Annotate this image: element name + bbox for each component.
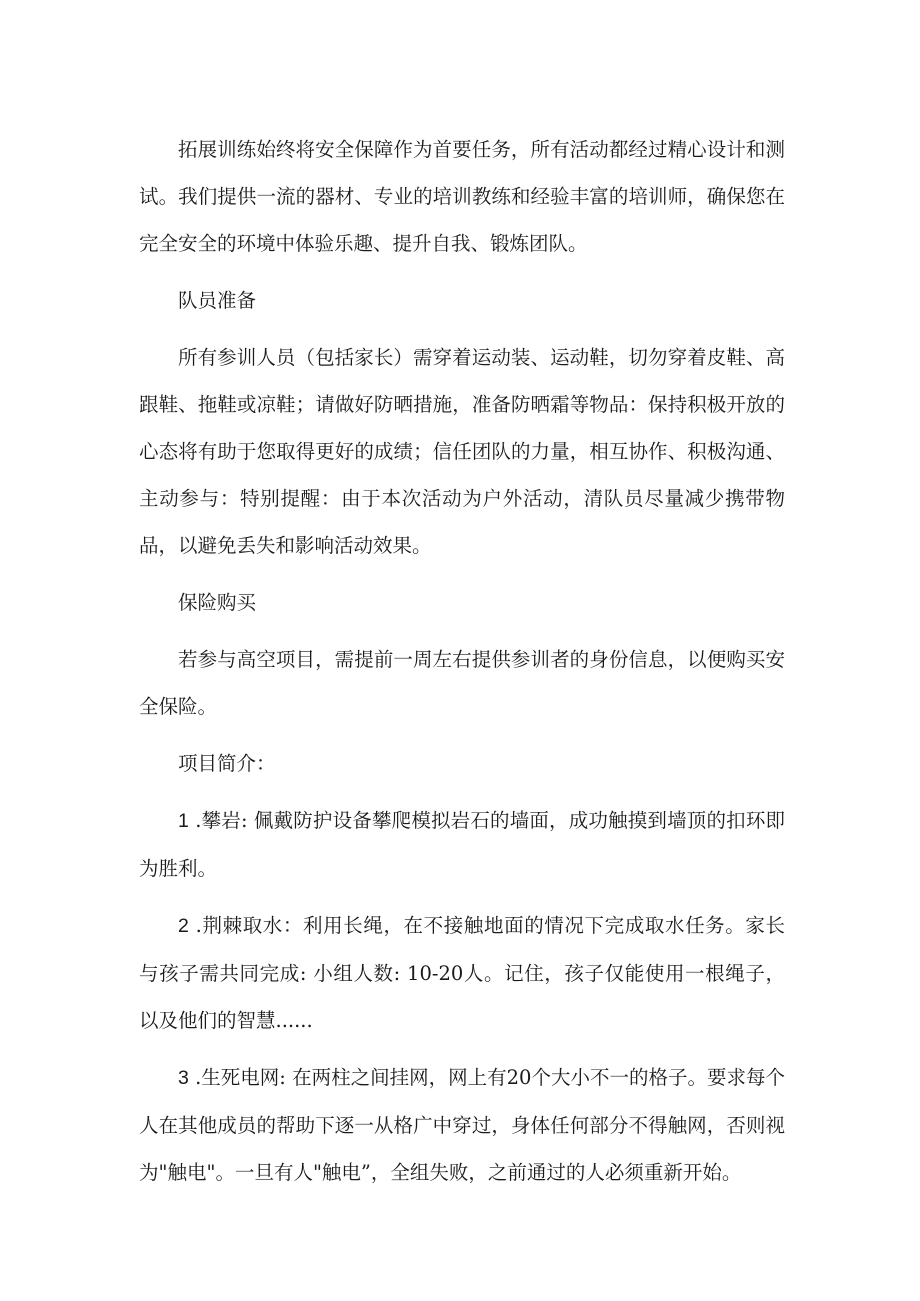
project-item-climbing — [139, 797, 785, 892]
team-prep-paragraph: 所有参训人员（包括家长）需穿着运动装、运动鞋，切勿穿着皮鞋、高跟鞋、拖鞋或凉鞋；请做好防晒措施，准备防晒霜等物品：保持积极开放的心态将有助于您取得更好的成绩；信任团队的力量，相互协作、积极沟通、主动参与：特别提醒：由于本次活动为户外活动，清队员尽量减少携带物品，以避免丢失和影响活动效果。 — [139, 346, 785, 557]
safety-paragraph: 拓展训练始终将安全保障作为首要任务，所有活动都经过精心设计和测试。我们提供一流的器材、专业的培训教练和经验丰富的培训师，确保您在完全安全的环境中体验乐趣、提升自我、锻炼团队。 — [139, 138, 785, 255]
project-number: 1 — [178, 810, 189, 832]
project-item-net — [139, 1054, 785, 1196]
insurance-heading: 保险购买 — [178, 591, 257, 614]
project-item-water — [139, 902, 785, 1044]
project-number: 3 — [178, 1067, 189, 1089]
insurance-paragraph: 若参与高空项目，需提前一周左右提供参训者的身份信息，以便购买安全保险。 — [139, 648, 785, 718]
project-number: 2 — [178, 915, 189, 937]
document-body — [139, 126, 785, 1206]
project-text: .攀岩: 佩戴防护设备攀爬模拟岩石的墙面，成功触摸到墙顶的扣环即为胜利。 — [139, 809, 785, 880]
projects-heading: 项目简介： — [178, 752, 276, 775]
project-text: .生死电网: 在两柱之间挂网，网上有20个大小不一的格子。要求每个人在其他成员的帮助下逐一从格广中穿过，身体任何部分不得触网，否则视为"触电"。一旦有人"触电”，全组失败，之前通过的人必须重新开始。 — [139, 1066, 786, 1184]
team-prep-heading: 队员准备 — [178, 289, 257, 312]
project-text: .荆棘取水：利用长绳，在不接触地面的情况下完成取水任务。家长与孩子需共同完成: 小组人数: 10-20人。记住，孩子仅能使用一根绳子，以及他们的智慧...... — [139, 914, 785, 1032]
